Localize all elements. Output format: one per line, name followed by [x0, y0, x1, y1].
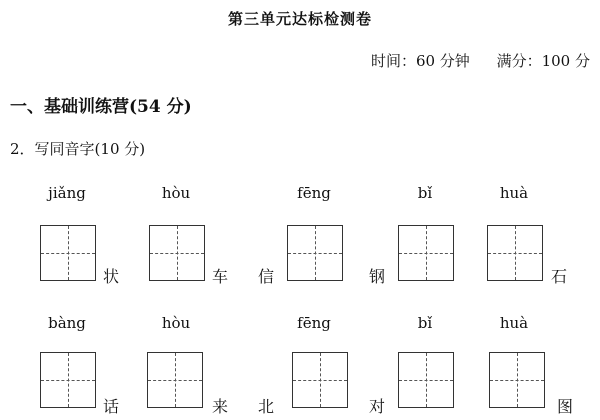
pinyin-label: huà: [499, 184, 529, 202]
writing-box[interactable]: [398, 352, 454, 408]
given-character: 信: [258, 267, 275, 286]
exam-info: [349, 50, 590, 71]
given-character: 对: [369, 397, 386, 416]
full-score: 满分：100 分: [496, 52, 590, 70]
pinyin-label: bǐ: [417, 314, 433, 332]
writing-box[interactable]: [149, 225, 205, 281]
given-character: 图: [557, 397, 574, 416]
given-character: 钢: [369, 267, 386, 286]
pinyin-label: hòu: [161, 314, 191, 332]
pinyin-label: bǐ: [417, 184, 433, 202]
pinyin-label: hòu: [161, 184, 191, 202]
given-character: 来: [212, 397, 229, 416]
writing-box[interactable]: [287, 225, 343, 281]
page-title: 第三单元达标检测卷: [227, 10, 372, 28]
pinyin-label: jiǎng: [48, 184, 86, 202]
writing-box[interactable]: [40, 352, 96, 408]
writing-box[interactable]: [292, 352, 348, 408]
writing-box[interactable]: [487, 225, 543, 281]
pinyin-label: huà: [499, 314, 529, 332]
pinyin-label: fēng: [297, 184, 331, 202]
writing-box[interactable]: [40, 225, 96, 281]
given-character: 北: [258, 397, 275, 416]
given-character: 石: [551, 267, 568, 286]
writing-box[interactable]: [489, 352, 545, 408]
section-heading: 一、基础训练营(54 分): [10, 97, 192, 117]
given-character: 车: [212, 267, 229, 286]
pinyin-label: bàng: [48, 314, 86, 332]
time-limit: 时间：60 分钟: [370, 52, 470, 70]
writing-box[interactable]: [147, 352, 203, 408]
writing-box[interactable]: [398, 225, 454, 281]
pinyin-label: fēng: [297, 314, 331, 332]
given-character: 状: [103, 267, 120, 286]
given-character: 话: [103, 397, 120, 416]
question-label: 2．写同音字(10 分): [10, 140, 146, 158]
